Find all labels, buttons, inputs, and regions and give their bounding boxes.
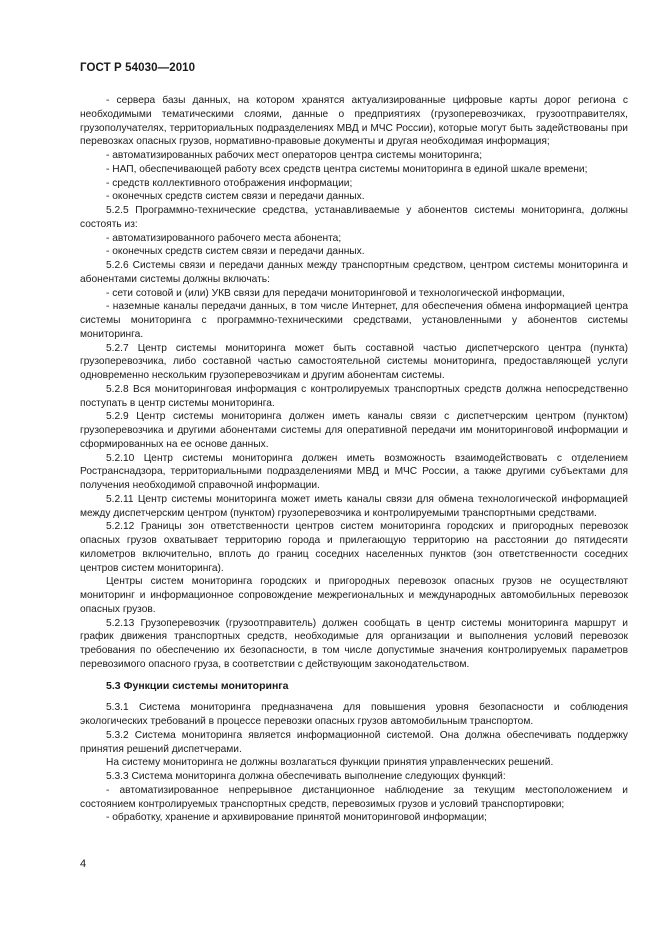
list-item: - обработку, хранение и архивирование принятой мониторинговой информации;	[106, 812, 487, 824]
section-title: 5.3 Функции системы мониторинга	[106, 679, 289, 692]
document-body	[80, 94, 628, 825]
clause-5-2-7: 5.2.7 Центр системы мониторинга может быть составной частью диспетчерского центра (пункта) грузоперевозчика, либо составной частью самостоятельной системы мониторинга, предоставляющей услуги одновременно нескольким грузоперевозчикам и другим абонентам системы.	[80, 342, 628, 381]
clause-5-2-11: 5.2.11 Центр системы мониторинга может иметь каналы связи для обмена технологической информацией между диспетчерским центром (пунктом) грузоперевозчика и контролируемыми транспортными средствами.	[80, 493, 628, 519]
clause-5-3-2: 5.3.2 Система мониторинга является информационной системой. Она должна обеспечивать поддержку принятия решений диспетчерами.	[80, 729, 628, 755]
list-item: - сети сотовой и (или) УКВ связи для передачи мониторинговой и технологической информации,	[106, 287, 565, 299]
list-item: - оконечных средств систем связи и передачи данных.	[106, 246, 365, 258]
paragraph: Центры систем мониторинга городских и пригородных перевозок опасных грузов не осуществляют мониторинг и информационное сопровождение межрегиональных и международных автомобильных перевозок опасных грузов.	[80, 576, 628, 615]
clause-5-2-10: 5.2.10 Центр системы мониторинга должен иметь возможность взаимодействовать с отделением Ространснадзора, территориальными подразделениями МВД и МЧС России, а также другими субъектами для получения необходимой справочной информации.	[80, 452, 628, 491]
list-item: - наземные каналы передачи данных, в том числе Интернет, для обеспечения обмена информацией центра системы мониторинга с программно-техническими средствами, установленными у абонентов системы мониторинга.	[80, 301, 628, 340]
paragraph: На систему мониторинга не должны возлагаться функции принятия управленческих решений.	[106, 757, 554, 769]
page-number: 4	[80, 858, 87, 870]
document-header: ГОСТ Р 54030—2010	[80, 62, 196, 74]
clause-5-2-12: 5.2.12 Границы зон ответственности центров систем мониторинга городских и пригородных перевозок опасных грузов охватывает территорию города и прилегающую территорию на расстоянии до пятидесяти километров включительно, вплоть до границ соседних населенных пунктов (зон ответственности соседних центров систем мониторинга).	[80, 521, 628, 574]
clause-5-2-13: 5.2.13 Грузоперевозчик (грузоотправитель) должен сообщать в центр системы мониторинга маршрут и график движения транспортных средств, необходимые для организации и выполнения условий перевозок требования по обеспечению их безопасности, в том числе допустимые значения контролируемых параметров перевозимого опасного груза, в соответствии с действующим законодательством.	[80, 617, 628, 670]
list-item: - автоматизированное непрерывное дистанционное наблюдение за текущим местоположением и состоянием контролируемых транспортных средств, перевозимых грузов и условий транспортировки;	[80, 784, 628, 810]
list-item: - автоматизированных рабочих мест операторов центра системы мониторинга;	[106, 150, 483, 161]
clause-5-2-8: 5.2.8 Вся мониторинговая информация с контролируемых транспортных средств должна непосредственно поступать в центр системы мониторинга.	[80, 383, 628, 409]
clause-5-2-6: 5.2.6 Системы связи и передачи данных между транспортным средством, центром системы мониторинга и абонентами системы должны включать:	[80, 260, 628, 285]
list-item: - НАП, обеспечивающей работу всех средств центра системы мониторинга в единой шкале времени;	[106, 163, 588, 175]
clause-5-3-1: 5.3.1 Система мониторинга предназначена для повышения уровня безопасности и соблюдения экологических требований в процессе перевозки опасных грузов автомобильным транспортом.	[80, 702, 628, 727]
list-item: - оконечных средств систем связи и передачи данных.	[106, 191, 365, 203]
list-item: - автоматизированного рабочего места абонента;	[106, 232, 342, 244]
list-item: - средств коллективного отображения информации;	[106, 177, 353, 189]
clause-5-3-3: 5.3.3 Система мониторинга должна обеспечивать выполнение следующих функций:	[106, 771, 506, 782]
clause-5-2-9: 5.2.9 Центр системы мониторинга должен иметь каналы связи с диспетчерским центром (пунктом) грузоперевозчика и другими абонентами системы для оперативной передачи им мониторинговой информации и сформированных на ее основе данных.	[80, 411, 628, 450]
paragraph: - сервера базы данных, на котором хранятся актуализированные цифровые карты дорог региона с необходимыми тематическими слоями, данные о предприятиях (грузоперевозчиках, грузоотправителях, грузополучателях, территориальных подразделениях МВД и МЧС России), которые могут быть задействованы при перевозках опасных грузов, нормативно-правовые документы и другая необходимая информация;	[80, 95, 628, 148]
clause-5-2-5: 5.2.5 Программно-технические средства, устанавливаемые у абонентов системы мониторинга, должны состоять из:	[80, 205, 628, 230]
